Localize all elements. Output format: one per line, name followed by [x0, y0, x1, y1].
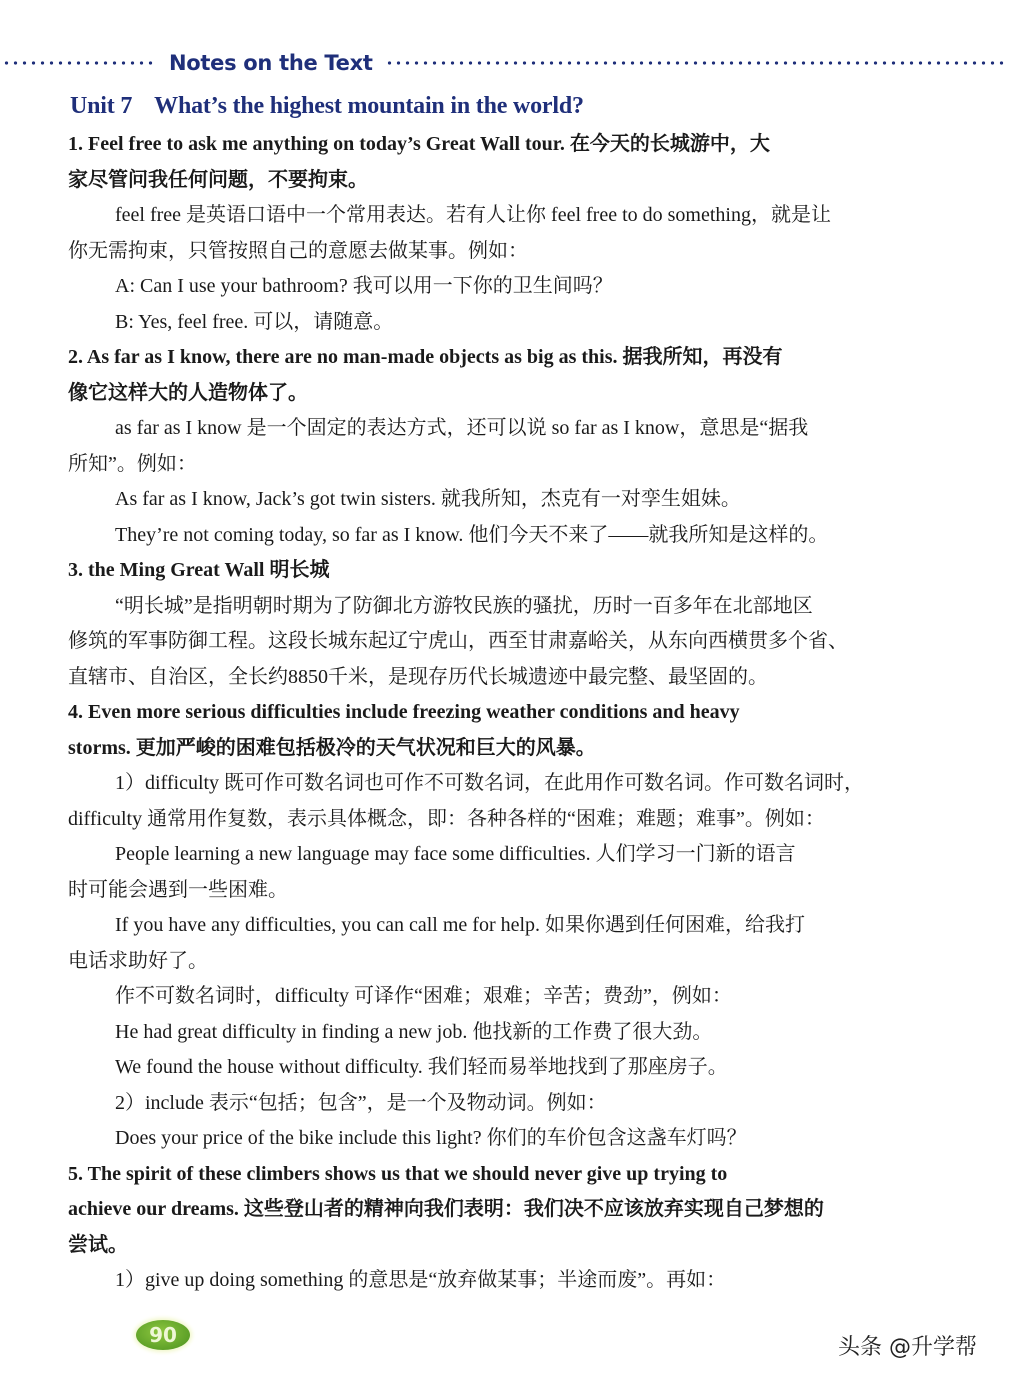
explanation-line: feel free 是英语口语中一个常用表达。若有人让你 feel free to do something，就是让 — [115, 204, 831, 226]
example-line: As far as I know, Jack’s got twin sisters. 就我所知，杰克有一对孪生姐妹。 — [115, 488, 741, 510]
explanation-line: difficulty 通常用作复数，表示具体概念，即：各种各样的“困难；难题；难事”。例如： — [68, 807, 825, 830]
explanation-line: 电话求助好了。 — [68, 949, 208, 972]
note-heading-line: 像它这样大的人造物体了。 — [68, 381, 308, 404]
section-header — [0, 48, 1024, 78]
notes-body — [68, 127, 974, 1299]
explanation-line: 时可能会遇到一些困难。 — [68, 878, 288, 901]
example-line: B: Yes, feel free. 可以，请随意。 — [115, 310, 394, 333]
example-line: If you have any difficulties, you can call me for help. 如果你遇到任何困难，给我打 — [115, 914, 806, 936]
note-heading-line: achieve our dreams. 这些登山者的精神向我们表明：我们决不应该放弃实现自己梦想的 — [68, 1198, 824, 1220]
note-heading-line: 5. The spirit of these climbers shows us that we should never give up trying to — [68, 1162, 728, 1185]
unit-heading — [70, 93, 584, 120]
explanation-line: 你无需拘束，只管按照自己的意愿去做某事。例如： — [68, 239, 528, 262]
note-heading-line: 1. Feel free to ask me anything on today’s Great Wall tour. 在今天的长城游中，大 — [68, 133, 770, 155]
example-line: He had great difficulty in finding a new job. 他找新的工作费了很大劲。 — [115, 1020, 713, 1043]
example-line: People learning a new language may face some difficulties. 人们学习一门新的语言 — [115, 843, 796, 865]
dotted-rule-left — [2, 61, 157, 65]
note-item — [68, 1157, 974, 1299]
note-heading-line: 家尽管问我任何问题，不要拘束。 — [68, 168, 368, 191]
example-line: Does your price of the bike include this light? 你们的车价包含这盏车灯吗？ — [115, 1127, 747, 1149]
explanation-line: 直辖市、自治区，全长约8850千米，是现存历代长城遗迹中最完整、最坚固的。 — [68, 665, 768, 688]
section-title: Notes on the Text — [169, 51, 373, 75]
explanation-line: 修筑的军事防御工程。这段长城东起辽宁虎山，西至甘肃嘉峪关，从东向西横贯多个省、 — [68, 630, 848, 652]
note-item — [68, 553, 974, 695]
unit-number: Unit 7 — [70, 93, 133, 119]
example-line: A: Can I use your bathroom? 我可以用一下你的卫生间吗？ — [115, 275, 613, 297]
explanation-line: “明长城”是指明朝时期为了防御北方游牧民族的骚扰，历时一百多年在北部地区 — [115, 594, 813, 617]
note-heading-line: 3. the Ming Great Wall 明长城 — [68, 559, 330, 581]
note-heading-line: 2. As far as I know, there are no man-made objects as big as this. 据我所知，再没有 — [68, 346, 783, 368]
note-item — [68, 127, 974, 340]
unit-title-text: What’s the highest mountain in the world? — [154, 93, 584, 119]
explanation-line: 所知”。例如： — [68, 452, 197, 475]
watermark-text: 头条 @升学帮 — [838, 1335, 977, 1360]
example-line: 2）include 表示“包括；包含”，是一个及物动词。例如： — [115, 1091, 607, 1114]
example-line: They’re not coming today, so far as I know. 他们今天不来了——就我所知是这样的。 — [115, 523, 829, 546]
note-item — [68, 340, 974, 553]
note-heading-line: storms. 更加严峻的困难包括极冷的天气状况和巨大的风暴。 — [68, 736, 596, 759]
note-item — [68, 695, 974, 1157]
example-line: 作不可数名词时，difficulty 可译作“困难；艰难；辛苦；费劲”，例如： — [115, 985, 732, 1007]
note-heading-line: 尝试。 — [68, 1233, 128, 1256]
example-line: We found the house without difficulty. 我们轻而易举地找到了那座房子。 — [115, 1056, 728, 1078]
explanation-line: as far as I know 是一个固定的表达方式，还可以说 so far as I know，意思是“据我 — [115, 417, 809, 439]
dotted-rule-right — [385, 61, 1008, 65]
explanation-line: 1）difficulty 既可作可数名词也可作不可数名词，在此用作可数名词。作可数名词时， — [115, 772, 865, 794]
example-line: 1）give up doing something 的意思是“放弃做某事；半途而废”。再如： — [115, 1269, 727, 1291]
note-heading-line: 4. Even more serious difficulties include freezing weather conditions and heavy — [68, 701, 740, 723]
page-number-badge: 90 — [136, 1320, 190, 1350]
